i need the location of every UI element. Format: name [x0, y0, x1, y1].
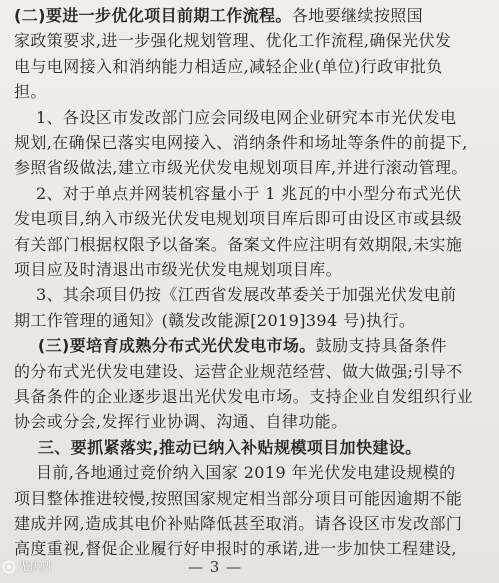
text-line: [14, 462, 488, 483]
body-text: 家政策要求,进一步强化规划管理、优化工作流程,确保光伏发: [14, 31, 452, 51]
watermark: [2, 560, 51, 574]
body-text: 的分布式光伏发电建设、运营企业规范经营、做大做强;引导不: [14, 361, 463, 381]
body-text: 1、各设区市发改部门应会同级电网企业研究本市光伏发电: [14, 107, 457, 127]
text-line: [14, 208, 488, 229]
page-number: — 3 —: [188, 558, 243, 576]
body-text: 有关部门根据权限予以备案。备案文件应注明有效期限,未实施: [14, 234, 463, 254]
text-line: [14, 30, 488, 51]
body-text: 2、对于单点并网装机容量小于 1 兆瓦的中小型分布式光伏: [14, 183, 462, 203]
text-line: [14, 5, 488, 26]
body-text: 担。: [14, 82, 47, 102]
text-line: [14, 335, 488, 356]
body-text: 目前,各地通过竞价纳入国家 2019 年光伏发电建设规模的: [14, 463, 456, 483]
bold-heading-text: (三)要培育成熟分布式光伏发电市场。: [14, 336, 316, 356]
text-line: [14, 284, 488, 305]
text-line: [14, 513, 488, 534]
text-line: [14, 81, 488, 102]
body-text: 期工作管理的通知》(赣发改能源[2019]394 号)执行。: [14, 310, 416, 330]
body-text: 高度重视,督促企业履行好申报时的承诺,进一步加快工程建设,: [14, 539, 457, 559]
text-line: [14, 56, 488, 77]
bold-heading-text: (二)要进一步优化项目前期工作流程。: [14, 6, 292, 25]
text-line: [14, 538, 488, 559]
text-line: [14, 234, 488, 255]
bold-heading-text: 三、要抓紧落实,推动已纳入补贴规模项目加快建设。: [14, 437, 422, 457]
body-text: 规划,在确保已落实电网接入、消纳条件和场址等条件的前提下,: [14, 133, 468, 152]
text-line: [14, 107, 488, 128]
text-line: [14, 437, 488, 458]
body-text: 建成并网,造成其电价补贴降低甚至取消。请各设区市发改部门: [14, 514, 463, 533]
body-text: 各地要继续按照国: [291, 6, 424, 25]
body-text: 具备条件的企业逐步退出光伏发电市场。支持企业自发组织行业: [14, 387, 474, 406]
text-line: [14, 132, 488, 153]
text-line: [14, 386, 488, 407]
text-line: [14, 488, 488, 509]
text-line: [14, 411, 488, 432]
text-line: [14, 157, 488, 178]
body-text: 3、其余项目仍按《江西省发展改革委关于加强光伏发电前: [14, 285, 457, 305]
body-text: 参照省级做法,建立市级光伏发电规划项目库,并进行滚动管理。: [14, 158, 468, 178]
watermark-logo-icon: [2, 560, 16, 574]
body-text: 项目应及时清退出市级光伏发电规划项目库。: [14, 260, 343, 279]
body-text: 协会或分会,发挥行业协调、沟通、自律功能。: [14, 412, 348, 432]
body-text: 发电项目,纳入市级光伏发电规划项目库后即可由设区市或县级: [14, 209, 463, 229]
text-line: [14, 183, 488, 204]
text-line: [14, 361, 488, 382]
body-text: 鼓励支持具备条件: [315, 336, 447, 356]
body-text: 电与电网接入和消纳能力相适应,减轻企业(单位)行政审批负: [14, 56, 443, 76]
text-line: [14, 310, 488, 331]
watermark-text: 光伏們: [18, 560, 51, 573]
text-line: [14, 259, 488, 280]
body-text: 项目整体推进较慢,按照国家规定相当部分项目可能因逾期不能: [14, 488, 463, 508]
